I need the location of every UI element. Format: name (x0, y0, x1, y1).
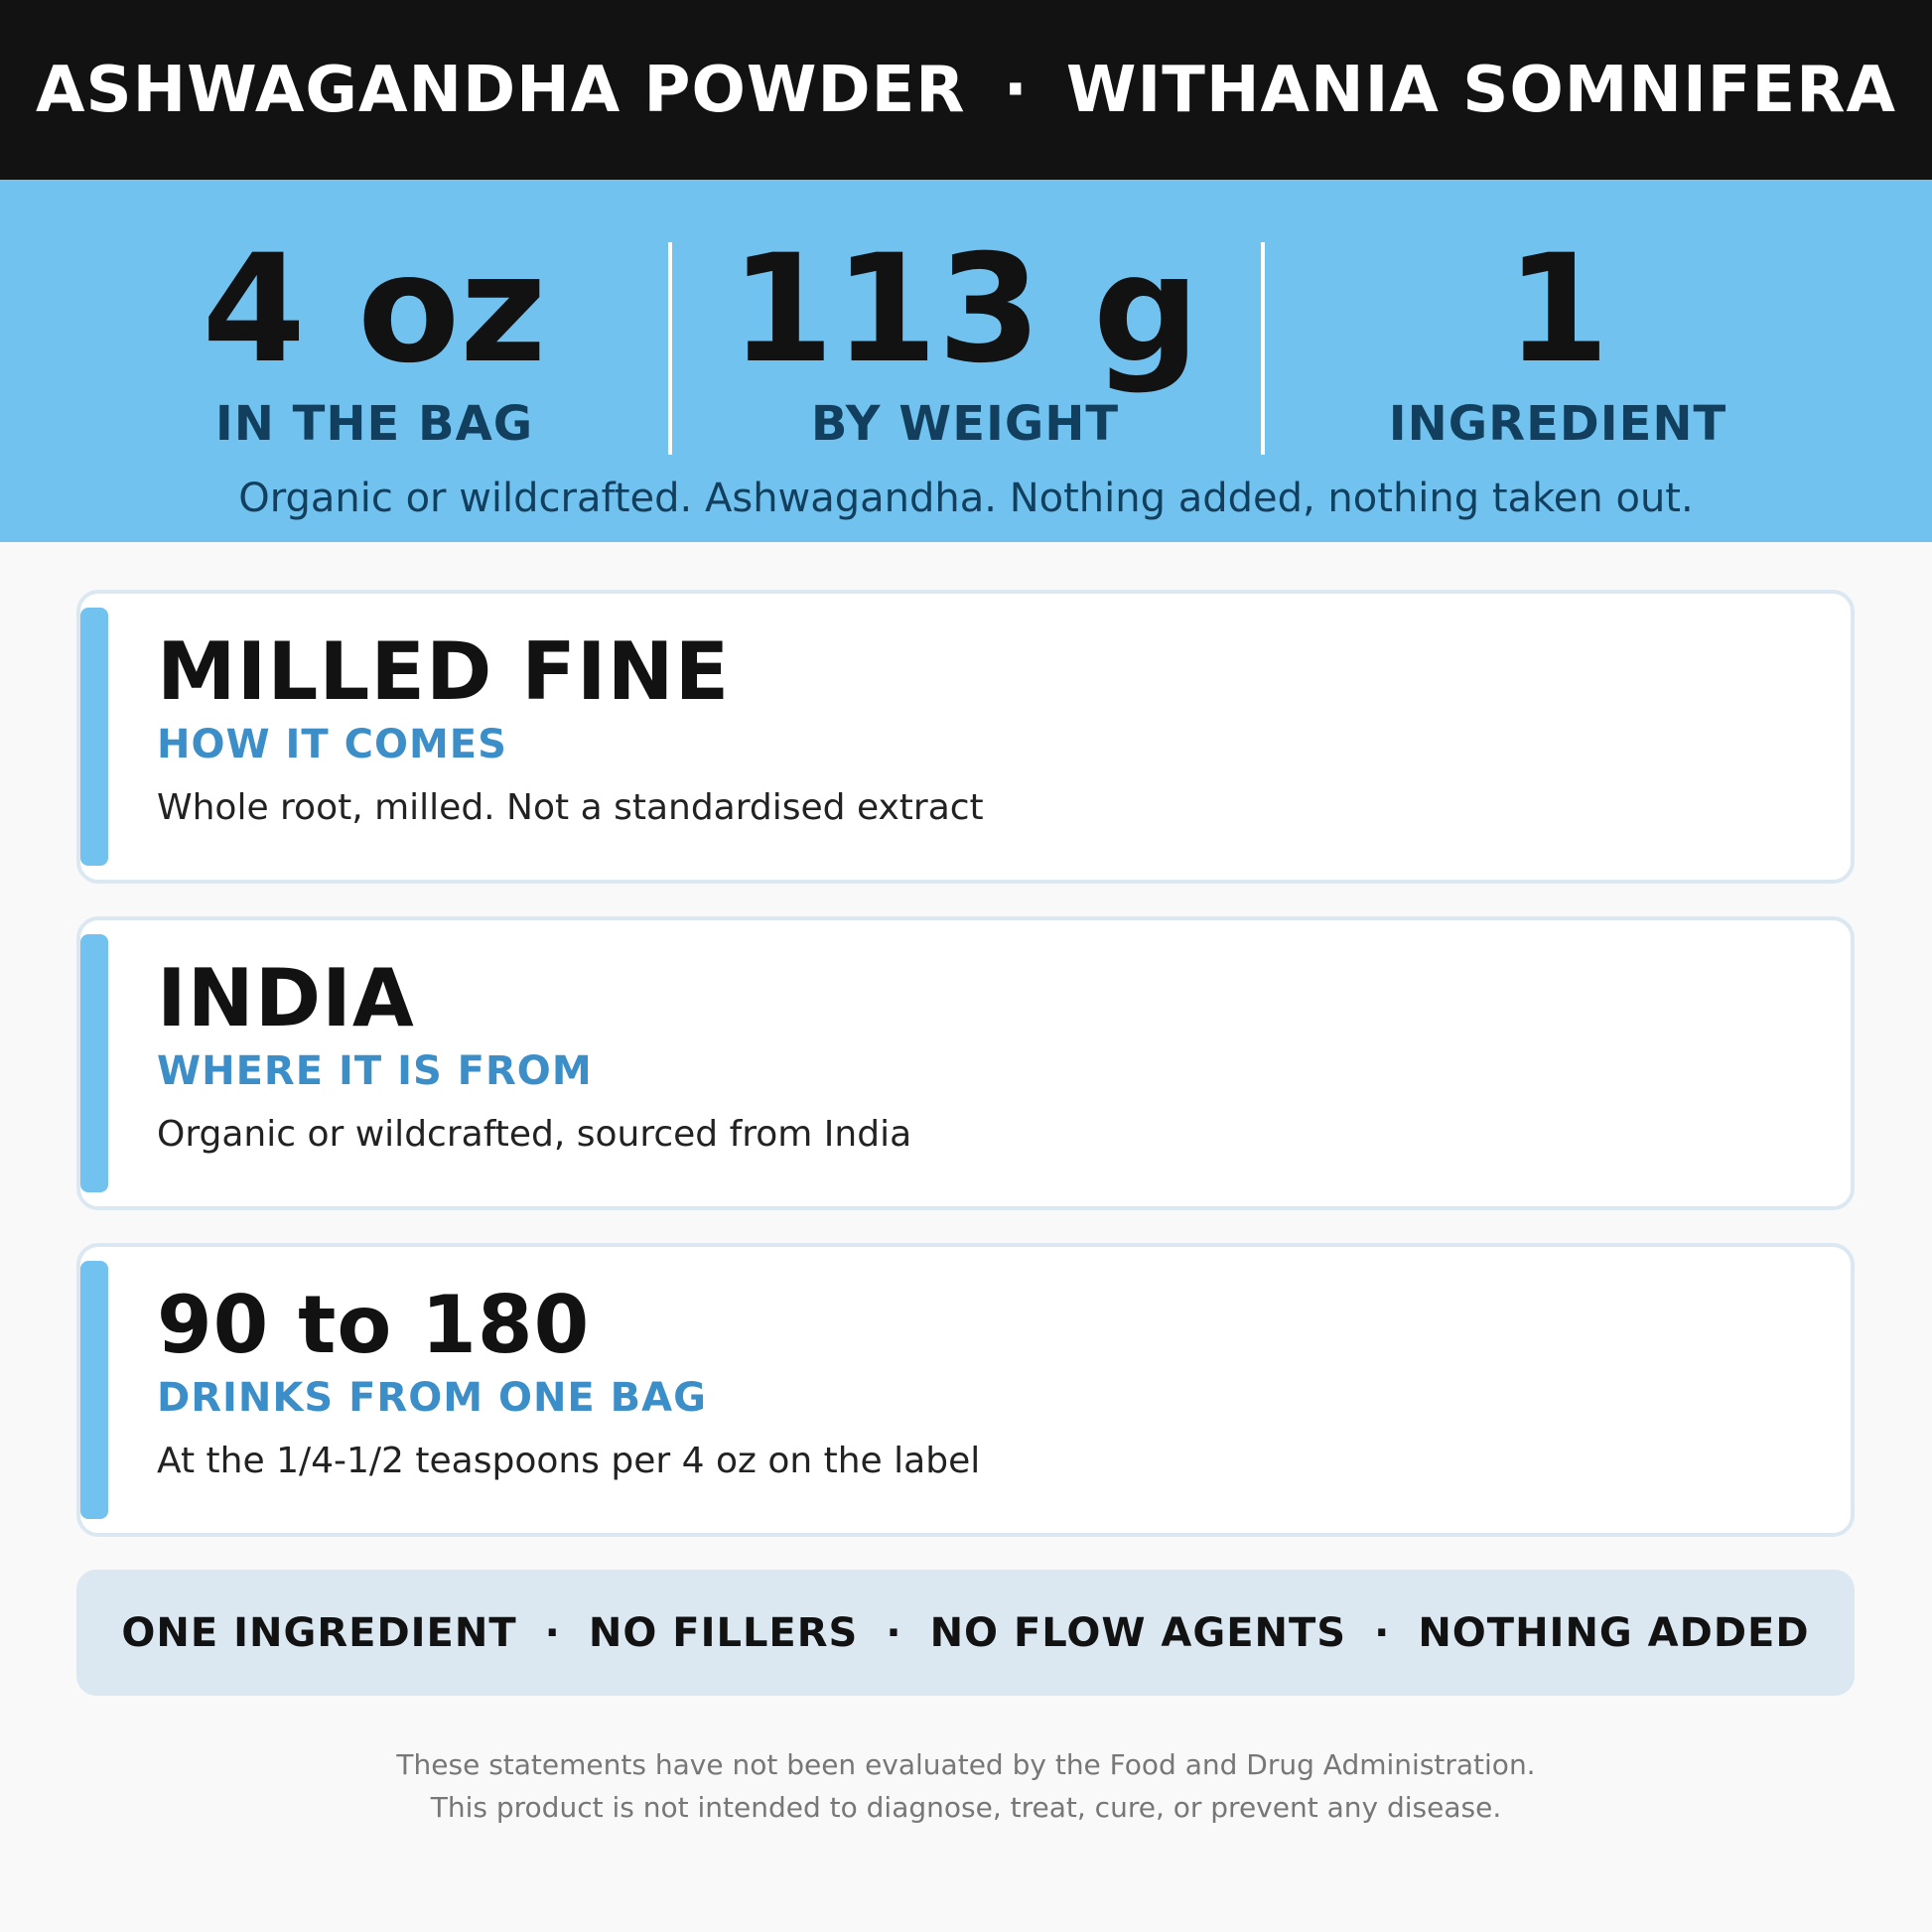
card-origin (76, 916, 1855, 1210)
disclaimer-line: These statements have not been evaluated by the Food and Drug Administration. (396, 1748, 1536, 1781)
claim-item: NO FILLERS (588, 1609, 859, 1656)
card-title: MILLED FINE (157, 625, 731, 718)
latin-name: WITHANIA SOMNIFERA (1065, 53, 1897, 127)
stat-value: 1 (1505, 223, 1610, 396)
stat-label: BY WEIGHT (810, 396, 1120, 452)
claims-banner (76, 1570, 1855, 1696)
stat-value: 4 oz (202, 223, 547, 396)
card-accent-bar (80, 934, 108, 1192)
claim-separator: · (1374, 1609, 1391, 1656)
card-description: Whole root, milled. Not a standardised extract (157, 787, 984, 828)
card-description: At the 1/4-1/2 teaspoons per 4 oz on the label (157, 1441, 981, 1481)
stat-label: IN THE BAG (214, 396, 534, 452)
claim-separator: · (544, 1609, 561, 1656)
card-accent-bar (80, 1261, 108, 1519)
stat-value: 113 g (730, 223, 1200, 396)
claim-item: NOTHING ADDED (1418, 1609, 1810, 1656)
product-name: ASHWAGANDHA POWDER (35, 53, 966, 127)
claim-item: ONE INGREDIENT (121, 1609, 517, 1656)
card-description: Organic or wildcrafted, sourced from India (157, 1114, 912, 1155)
card-title: 90 to 180 (157, 1279, 591, 1371)
card-title: INDIA (157, 952, 415, 1044)
stats-band (0, 180, 1932, 542)
card-milled-fine (76, 590, 1855, 884)
disclaimer-line: This product is not intended to diagnose, treat, cure, or prevent any disease. (430, 1791, 1502, 1824)
claim-item: NO FLOW AGENTS (929, 1609, 1347, 1656)
fda-disclaimer (0, 1743, 1932, 1829)
card-servings (76, 1243, 1855, 1537)
card-accent-bar (80, 608, 108, 866)
header-bar (0, 0, 1932, 180)
stat-divider (1261, 242, 1265, 455)
stat-divider (668, 242, 672, 455)
stat-label: INGREDIENT (1388, 396, 1727, 452)
card-subtitle: WHERE IT IS FROM (157, 1048, 593, 1094)
card-subtitle: HOW IT COMES (157, 722, 507, 767)
header-separator: · (1003, 53, 1029, 127)
card-subtitle: DRINKS FROM ONE BAG (157, 1375, 707, 1421)
stats-note: Organic or wildcrafted. Ashwagandha. Nothing added, nothing taken out. (238, 476, 1694, 521)
claim-separator: · (886, 1609, 902, 1656)
